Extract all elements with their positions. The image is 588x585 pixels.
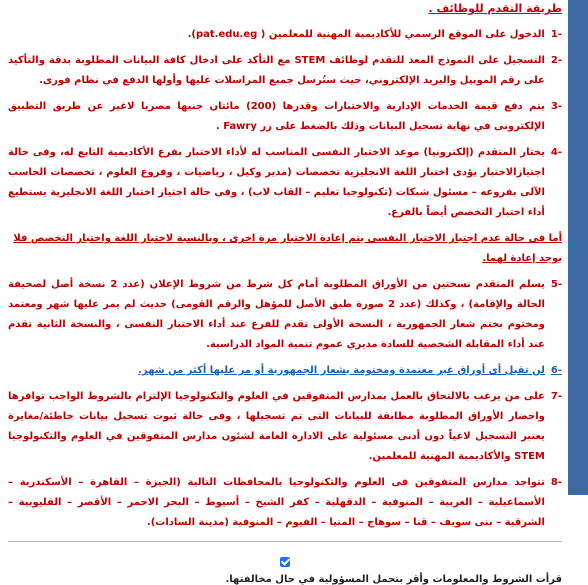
retest-note: أما فى حالة عدم اجتياز الاختبار النفسى يتم إعادة الاختبار مرة اخرى ، وبالنسبة لاختبار اللغة واختبار التخصص فلا يوجد إعادة لهما.: [13, 233, 562, 264]
instruction-item-1: [8, 25, 562, 45]
item-number: -1: [550, 29, 562, 40]
agree-label: قرأت الشروط والمعلومات وأقر بتحمل المسؤولية في حال مخالفتها.: [225, 574, 562, 585]
item-text: لن تقبل أى أوراق غير معتمدة ومختومة بشعار الجمهورية أو مر عليها أكثر من شهر.: [138, 365, 545, 376]
item-text: على من يرغب بالالتحاق بالعمل بمدارس المتفوقين في العلوم والتكنولوجيا الإلتزام بالشروط الواجب توافرها واحضار الأوراق المطلوبة مطابقة للبيانات التى تم تسجيلها ، وفى حالة ثبوت تسجيل بيانات خاطئة/مغايرة يعتبر التسجيل لاغياً دون أدنى مسئولية على الادارة العامة لشئون مدارس المتفوقين في العلوم والتكنولوجيا STEM والأكاديمية المهنية للمعلمين.: [8, 391, 545, 462]
item-text: يتم دفع قيمة الخدمات الإدارية والاختبارات وقدرها (200) مائتان جنيها مصريا لاغير عن طريق التطبيق الإلكترونى في نهاية تسجيل البيانات وذلك بالضغط على زر Fawry .: [8, 101, 545, 132]
instruction-item-7: [8, 387, 562, 467]
section-title: طريقة التقدم للوظائف .: [428, 2, 562, 15]
instruction-item-6: [8, 361, 562, 381]
right-side-strip: [568, 0, 588, 495]
item-text: يسلم المتقدم نسختين من الأوراق المطلوبة أمام كل شرط من شروط الإعلان (عدد 2 نسخة أصل لصحيفة الحالة والإقامة) ، وكذلك (عدد 2 صورة طبق الأصل للمؤهل والرقم القومى) حديث لم يمر عليها شهر ومعتمد ومختوم بختم شعار الجمهورية ، النسخة الأولى تقدم للفرع عند أداء الاختبار النفسى ، والنسخة الثانية تقدم عند أداء المقابلة الشخصية للسادة مديري عموم تنمية المواد الدراسية.: [8, 279, 545, 350]
instruction-item-8: [8, 473, 562, 533]
instruction-item-3: [8, 97, 562, 137]
item-text: تتواجد مدارس المتفوقين فى العلوم والتكنولوجيا بالمحافظات التالية (الجيزة – القاهرة – الأسكندرية – الأسماعيلية – الغربية – المنوفية – الدقهلية – كفر الشيخ – أسيوط – البحر الاحمر – الأقصر – القليوبية – الشرقية – بنى سويف – قنا – سوهاج – المنيا – الفيوم – المنوفية (مدينة السادات).: [8, 477, 545, 528]
item-text: الدخول على الموقع الرسمي للأكاديمية المهنية للمعلمين ( pat.edu.eg).: [187, 29, 545, 40]
instruction-item-4: [8, 143, 562, 223]
instruction-item-2: [8, 51, 562, 91]
agree-checkbox[interactable]: [280, 557, 290, 567]
item-number: -6: [550, 365, 562, 376]
item-number: -4: [550, 147, 562, 158]
item-text: التسجيل على النموذج المعد للتقدم لوظائف STEM مع التأكد على ادخال كافة البيانات المطلوبة بدقة والتأكيد على رقم الموبيل والبريد الإلكتروني، حيث ستُرسل جميع المراسلات عليها وأولها الدفع في نظام فورى.: [8, 55, 545, 86]
item-number: -8: [550, 477, 562, 488]
item-number: -5: [550, 279, 562, 290]
item-number: -2: [550, 55, 562, 66]
item-text: يختار المتقدم (إلكترونيا) موعد الاختبار النفسى المناسب له لأداء الاختبار بفرع الأكاديمية التابع له، وفى حالة اجتيازالاختبار يؤدى اختبار اللغة الانجليزية تخصصات (مدير وكيل ، رياضيات ، وفروع العلوم ، تخصصات الحاسب الآلى بفروعه – مسئول شبكات (تكنولوجيا تعليم – القاب لاب) ، وفى حالة اجتياز اختبار اللغة الانجليزية يستطيع أداء اختبار التخصص أيضاً بالفرع.: [8, 147, 545, 218]
item-number: -3: [550, 101, 562, 112]
instruction-item-5: [8, 275, 562, 355]
divider: [8, 541, 562, 542]
agree-checkbox-row: [8, 552, 562, 568]
item-number: -7: [550, 391, 562, 402]
